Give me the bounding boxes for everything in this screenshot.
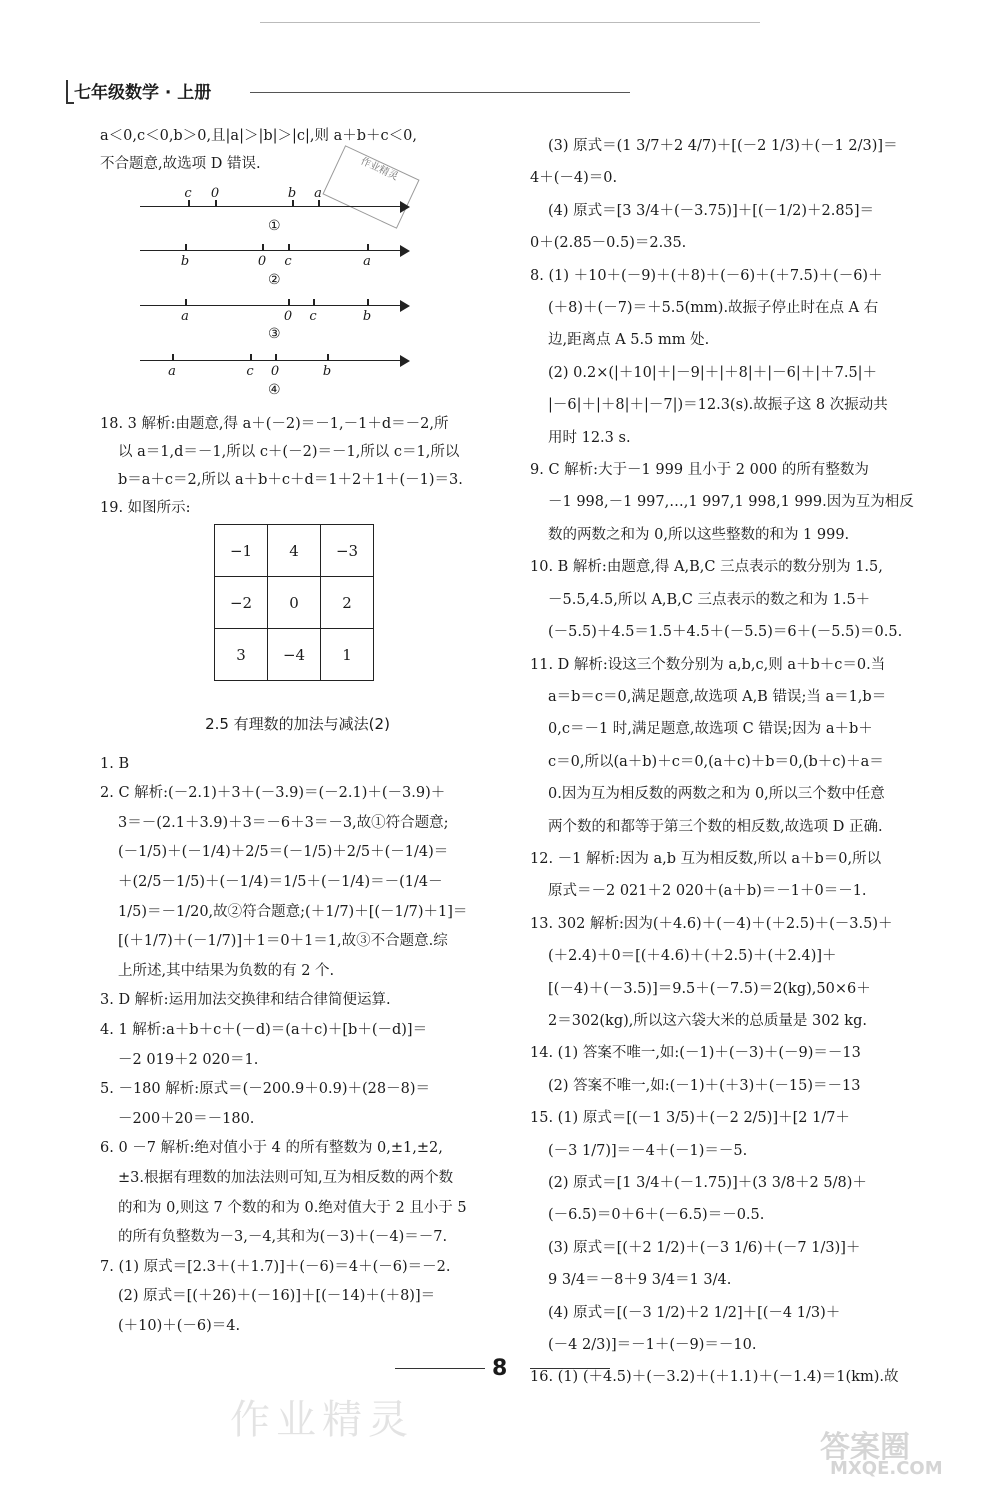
text-line: (＋8)＋(－7)＝＋5.5(mm).故振子停止时在点 A 右 (548, 300, 879, 317)
text-line: (4) 原式＝[3 3/4＋(－3.75)]＋[(－1/2)＋2.85]＝ (548, 202, 874, 219)
magic-square-grid (214, 524, 374, 681)
text-line: 不合题意,故选项 D 错误. (100, 156, 261, 172)
text-line: c＝0,所以(a＋b)＋c＝0,(a＋c)＋b＝0,(b＋c)＋a＝ (548, 753, 884, 770)
text-line: 11. D 解析:设这三个数分别为 a,b,c,则 a＋b＋c＝0.当 (530, 656, 886, 673)
circle-label-3: ③ (268, 326, 281, 342)
text-line: 9. C 解析:大于－1 999 且小于 2 000 的所有整数为 (530, 462, 869, 479)
text-line: (2) 0.2×(|＋10|＋|－9|＋|＋8|＋|－6|＋|＋7.5|＋ (548, 364, 878, 381)
grid-cell: 4 (268, 525, 321, 577)
text-line: 边,距离点 A 5.5 mm 处. (548, 332, 710, 349)
page-number-rule-right (530, 1368, 610, 1369)
text-line: 6. 0 －7 解析:绝对值小于 4 的所有整数为 0,±1,±2, (100, 1140, 443, 1157)
homework-stamp: 作业精灵 (322, 145, 419, 229)
left-column-mid (100, 410, 495, 522)
text-line: a＝b＝c＝0,满足题意,故选项 A,B 错误;当 a＝1,b＝ (548, 688, 887, 705)
text-line: (－1/5)＋(－1/4)＋2/5＝(－1/5)＋2/5＋(－1/4)＝ (118, 844, 449, 861)
text-line: －1 998,－1 997,…,1 997,1 998,1 999.因为互为相反 (548, 494, 914, 511)
header-rule (250, 92, 630, 93)
text-line: 2. C 解析:(－2.1)＋3＋(－3.9)＝(－2.1)＋(－3.9)＋ (100, 785, 446, 802)
text-line: 两个数的和都等于第三个数的相反数,故选项 D 正确. (548, 818, 883, 835)
right-column (530, 130, 930, 1394)
text-line: 4＋(－4)＝0. (530, 170, 618, 187)
text-line: 3. D 解析:运用加法交换律和结合律简便运算. (100, 992, 391, 1009)
text-line: 13. 302 解析:因为(＋4.6)＋(－4)＋(＋2.5)＋(－3.5)＋ (530, 915, 893, 932)
text-line: ＋(2/5－1/5)＋(－1/4)＝1/5＋(－1/4)＝－(1/4－ (118, 873, 443, 890)
text-line: 的所有负整数为－3,－4,其和为(－3)＋(－4)＝－7. (118, 1229, 448, 1246)
grid-cell: −2 (215, 577, 268, 629)
number-line-2: b 0 c a (140, 232, 410, 272)
text-line: (3) 原式＝(1 3/7＋2 4/7)＋[(－2 1/3)＋(－1 2/3)]＝ (548, 138, 898, 154)
text-line: (＋2.4)＋0＝[(＋4.6)＋(＋2.5)＋(＋2.4)]＋ (548, 948, 837, 965)
section-title: 2.5 有理数的加法与减法(2) (205, 715, 390, 733)
text-line: a＜0,c＜0,b＞0,且|a|＞|b|＞|c|,则 a＋b＋c＜0, (100, 128, 418, 144)
page-header-title: 七年级数学 · 上册 (74, 83, 212, 103)
text-line: 14. (1) 答案不唯一,如:(－1)＋(－3)＋(－9)＝－13 (530, 1045, 861, 1062)
circle-label-4: ④ (268, 382, 281, 398)
text-line: 5. －180 解析:原式＝(－200.9＋0.9)＋(28－8)＝ (100, 1081, 430, 1098)
watermark-text: 作业精灵 (230, 1397, 414, 1443)
grid-cell: −4 (268, 629, 321, 681)
text-line: 15. (1) 原式＝[(－1 3/5)＋(－2 2/5)]＋[2 1/7＋ (530, 1110, 850, 1127)
text-line: 9 3/4＝－8＋9 3/4＝1 3/4. (548, 1272, 732, 1289)
grid-cell: 2 (321, 577, 374, 629)
text-line: 4. 1 解析:a＋b＋c＋(－d)＝(a＋c)＋[b＋(－d)]＝ (100, 1021, 428, 1038)
text-line: －2 019＋2 020＝1. (118, 1051, 259, 1068)
text-line: －200＋20＝－180. (118, 1110, 255, 1127)
text-line: 0,c＝－1 时,满足题意,故选项 C 错误;因为 a＋b＋ (548, 721, 873, 738)
text-line: 2＝302(kg),所以这六袋大米的总质量是 302 kg. (548, 1012, 867, 1029)
text-line: 16. (1) (＋4.5)＋(－3.2)＋(＋1.1)＋(－1.4)＝1(km).故 (530, 1369, 899, 1386)
text-line: 8. (1) ＋10＋(－9)＋(＋8)＋(－6)＋(＋7.5)＋(－6)＋ (530, 267, 883, 284)
text-line: 1/5)＝－1/20,故②符合题意;(＋1/7)＋[(－1/7)＋1]＝ (118, 903, 468, 920)
text-line: b＝a＋c＝2,所以 a＋b＋c＋d＝1＋2＋1＋(－1)＝3. (118, 472, 463, 488)
text-line: (－4 2/3)]＝－1＋(－9)＝－10. (548, 1337, 757, 1354)
text-line: [(－4)＋(－3.5)]＝9.5＋(－7.5)＝2(kg),50×6＋ (548, 980, 871, 997)
text-line: [(＋1/7)＋(－1/7)]＋1＝0＋1＝1,故③不合题意.综 (118, 933, 448, 950)
text-line: |－6|＋|＋8|＋|－7|)＝12.3(s).故振子这 8 次振动共 (548, 397, 888, 414)
text-line: 上所述,其中结果为负数的有 2 个. (118, 962, 335, 979)
grid-cell: −1 (215, 525, 268, 577)
text-line: (4) 原式＝[(－3 1/2)＋2 1/2]＋[(－4 1/3)＋ (548, 1304, 841, 1321)
number-line-1: c 0 b a (140, 188, 410, 228)
grid-cell: 0 (268, 577, 321, 629)
text-line: 的和为 0,则这 7 个数的和为 0.绝对值大于 2 且小于 5 (118, 1199, 467, 1216)
text-line: ±3.根据有理数的加法法则可知,互为相反数的两个数 (118, 1169, 454, 1186)
text-line: 10. B 解析:由题意,得 A,B,C 三点表示的数分别为 1.5, (530, 559, 883, 576)
text-line: (3) 原式＝[(＋2 1/2)＋(－3 1/6)＋(－7 1/3)]＋ (548, 1239, 861, 1256)
circle-label-1: ① (268, 218, 281, 234)
number-line-4: a c 0 b (140, 342, 410, 382)
text-line: 0.因为互为相反数的两数之和为 0,所以三个数中任意 (548, 786, 885, 803)
text-line: 1. B (100, 755, 130, 772)
circle-label-2: ② (268, 272, 281, 288)
text-line: (2) 原式＝[(＋26)＋(－16)]＋[(－14)＋(＋8)]＝ (118, 1288, 436, 1305)
text-line: 18. 3 解析:由题意,得 a＋(－2)＝－1,－1＋d＝－2,所 (100, 416, 449, 432)
text-line: 7. (1) 原式＝[2.3＋(＋1.7)]＋(－6)＝4＋(－6)＝－2. (100, 1258, 451, 1275)
watermark-url: MXQE.COM (830, 1458, 943, 1479)
top-rule (260, 22, 760, 23)
text-line: 数的两数之和为 0,所以这些整数的和为 1 999. (548, 526, 850, 543)
text-line: 19. 如图所示: (100, 500, 191, 516)
number-line-3: a 0 c b (140, 287, 410, 327)
text-line: 以 a＝1,d＝－1,所以 c＋(－2)＝－1,所以 c＝1,所以 (118, 444, 460, 460)
grid-cell: 1 (321, 629, 374, 681)
page-number: 8 (492, 1356, 508, 1381)
header-bracket (66, 80, 74, 104)
text-line: (－3 1/7)]＝－4＋(－1)＝－5. (548, 1142, 748, 1159)
text-line: (－5.5)＋4.5＝1.5＋4.5＋(－5.5)＝6＋(－5.5)＝0.5. (548, 624, 903, 641)
left-column-bottom (100, 696, 495, 1341)
left-column-top (100, 122, 495, 178)
text-line: 用时 12.3 s. (548, 429, 631, 446)
text-line: －5.5,4.5,所以 A,B,C 三点表示的数之和为 1.5＋ (548, 591, 871, 608)
text-line: (2) 答案不唯一,如:(－1)＋(＋3)＋(－15)＝－13 (548, 1077, 861, 1094)
page-number-rule-left (395, 1368, 485, 1369)
text-line: (2) 原式＝[1 3/4＋(－1.75)]＋(3 3/8＋2 5/8)＋ (548, 1175, 867, 1191)
text-line: 3＝－(2.1＋3.9)＋3＝－6＋3＝－3,故①符合题意; (118, 814, 449, 831)
text-line: 原式＝－2 021＋2 020＋(a＋b)＝－1＋0＝－1. (548, 883, 867, 900)
text-line: (－6.5)＝0＋6＋(－6.5)＝－0.5. (548, 1207, 765, 1224)
text-line: 12. －1 解析:因为 a,b 互为相反数,所以 a＋b＝0,所以 (530, 850, 882, 867)
watermark-logo: 答案圈 (820, 1430, 910, 1465)
text-line: 0＋(2.85－0.5)＝2.35. (530, 235, 687, 252)
text-line: (＋10)＋(－6)＝4. (118, 1317, 241, 1334)
grid-cell: −3 (321, 525, 374, 577)
grid-cell: 3 (215, 629, 268, 681)
